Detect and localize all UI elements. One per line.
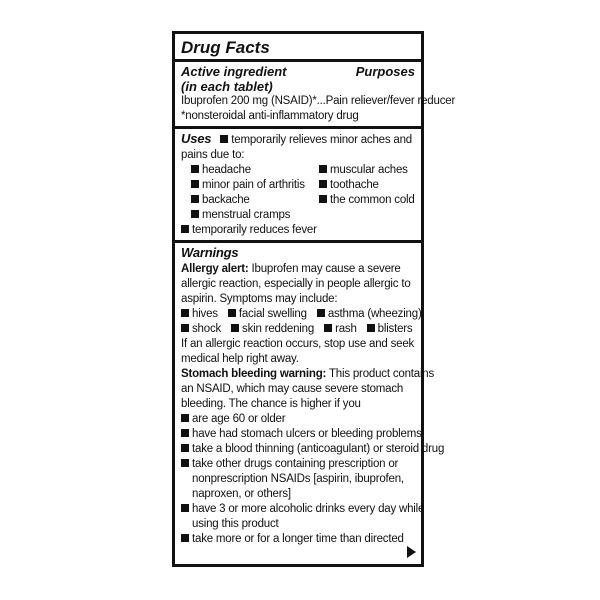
list-item: headache [202, 164, 251, 176]
bullet-icon [220, 135, 228, 143]
active-ingredient-heading: Active ingredient [181, 64, 287, 79]
uses-list [181, 163, 415, 223]
stomach-text-2: an NSAID, which may cause severe stomach [181, 383, 404, 395]
bullet-icon [319, 180, 327, 188]
warnings-section [181, 243, 445, 549]
uses-heading: Uses [181, 131, 212, 146]
list-item: rash [335, 323, 357, 335]
list-item: skin reddening [242, 323, 315, 335]
list-item: the common cold [330, 194, 415, 206]
bullet-icon [317, 309, 325, 317]
list-item: toothache [330, 179, 379, 191]
bullet-icon [181, 324, 189, 332]
allergy-text-2: allergic reaction, especially in people allergic to [181, 278, 411, 290]
bullet-icon [181, 429, 189, 437]
bullet-icon [319, 165, 327, 173]
list-item-continued: naproxen, or others] [192, 488, 291, 500]
list-item: take more or for a longer time than directed [192, 533, 404, 545]
uses-section [181, 129, 415, 240]
bullet-icon [181, 414, 189, 422]
list-item: take other drugs containing prescription or [192, 458, 399, 470]
bullet-icon [191, 195, 199, 203]
list-item: asthma (wheezing) [327, 308, 422, 320]
reaction-text-1: If an allergic reaction occurs, stop use and seek [181, 338, 415, 350]
list-item: have had stomach ulcers or bleeding problems [192, 428, 422, 440]
list-item: muscular aches [330, 164, 408, 176]
allergy-alert-label: Allergy alert: [181, 263, 249, 275]
reaction-text-2: medical help right away. [181, 353, 299, 365]
bullet-icon [367, 324, 375, 332]
stomach-warning-label: Stomach bleeding warning: [181, 368, 327, 380]
bullet-icon [191, 210, 199, 218]
list-item: blisters [377, 323, 413, 335]
bullet-icon [181, 534, 189, 542]
list-item-continued: using this product [192, 518, 279, 530]
bullet-icon [181, 459, 189, 467]
list-item: shock [192, 323, 222, 335]
allergy-text-1: Ibuprofen may cause a severe [248, 263, 401, 275]
active-ingredient-section [181, 62, 456, 126]
symptoms-row [181, 307, 422, 322]
bullet-icon [181, 444, 189, 452]
list-item: backache [202, 194, 250, 206]
symptoms-row [181, 322, 415, 337]
list-item: are age 60 or older [192, 413, 286, 425]
bullet-icon [181, 225, 189, 233]
bullet-icon [191, 165, 199, 173]
list-item-continued: nonprescription NSAIDs [aspirin, ibuprofen, [192, 473, 404, 485]
ingredient-footnote: *nonsteroidal anti-inflammatory drug [181, 110, 359, 122]
allergy-text-3: aspirin. Symptoms may include: [181, 293, 338, 305]
uses-intro-2: pains due to: [181, 149, 245, 161]
uses-intro-1: temporarily relieves minor aches and [231, 134, 412, 146]
list-item: hives [192, 308, 218, 320]
continue-arrow-icon [407, 546, 416, 558]
bullet-icon [231, 324, 239, 332]
bullet-icon [181, 309, 189, 317]
drug-facts-title: Drug Facts [181, 38, 270, 57]
drug-facts-panel [172, 31, 456, 567]
list-item: have 3 or more alcoholic drinks every day while [192, 503, 425, 515]
bullet-icon [181, 504, 189, 512]
ingredient-line: Ibuprofen 200 mg (NSAID)*...Pain reliever/fever reducer [181, 95, 456, 107]
stomach-text-1: This product contains [326, 368, 435, 380]
list-item: minor pain of arthritis [202, 179, 305, 191]
active-ingredient-subheading: (in each tablet) [181, 79, 273, 94]
list-item: menstrual cramps [202, 209, 291, 221]
stomach-text-3: bleeding. The chance is higher if you [181, 398, 361, 410]
warnings-heading: Warnings [181, 245, 239, 260]
bullet-icon [319, 195, 327, 203]
bullet-icon [324, 324, 332, 332]
uses-fever: temporarily reduces fever [192, 224, 317, 236]
bullet-icon [191, 180, 199, 188]
bullet-icon [228, 309, 236, 317]
list-item: take a blood thinning (anticoagulant) or steroid drug [192, 443, 445, 455]
purposes-heading: Purposes [355, 64, 415, 79]
list-item: facial swelling [238, 308, 307, 320]
